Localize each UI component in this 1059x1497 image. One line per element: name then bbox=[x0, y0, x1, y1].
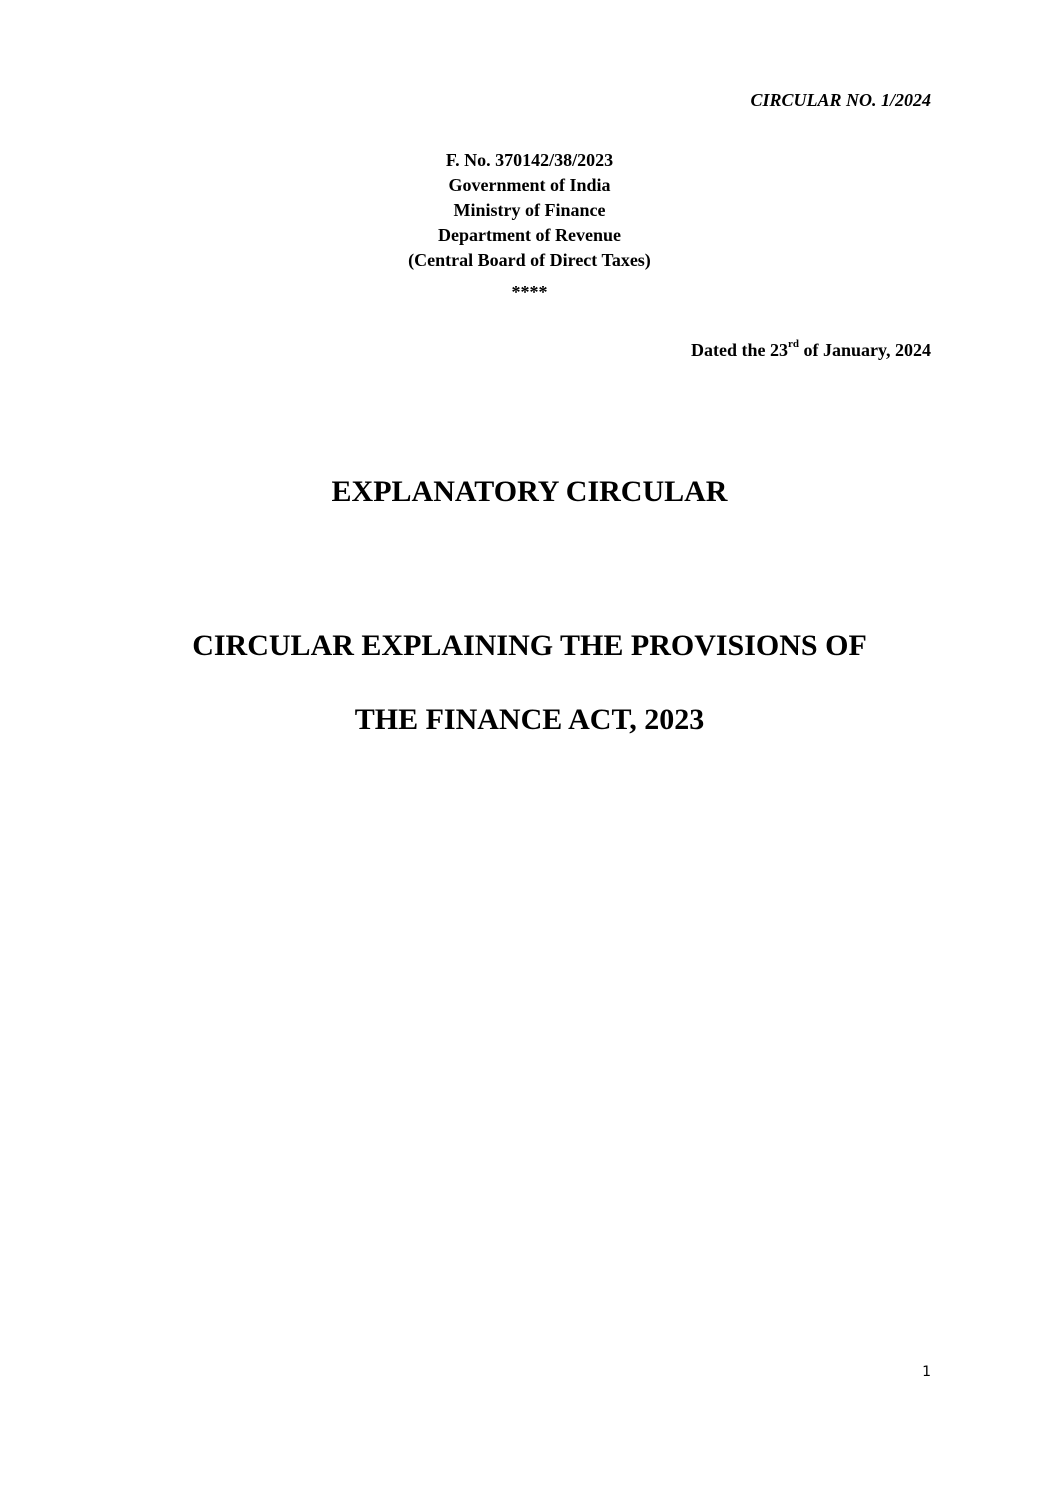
board-name: (Central Board of Direct Taxes) bbox=[408, 250, 651, 270]
page-number: 1 bbox=[922, 1364, 931, 1380]
document-subtitle-line-2: THE FINANCE ACT, 2023 bbox=[354, 703, 705, 736]
circular-number: CIRCULAR NO. 1/2024 bbox=[750, 90, 931, 110]
document-title: EXPLANATORY CIRCULAR bbox=[331, 475, 728, 508]
issuing-authority-block bbox=[0, 148, 1059, 273]
separator-stars: **** bbox=[511, 282, 548, 302]
ministry-name: Ministry of Finance bbox=[453, 200, 606, 220]
file-number: F. No. 370142/38/2023 bbox=[445, 150, 614, 170]
date-ordinal-suffix: rd bbox=[787, 338, 799, 350]
document-subtitle-line-1: CIRCULAR EXPLAINING THE PROVISIONS OF bbox=[192, 629, 867, 662]
department-name: Department of Revenue bbox=[438, 225, 621, 245]
date-prefix: Dated the 23 bbox=[690, 340, 788, 360]
government-name: Government of India bbox=[448, 175, 611, 195]
date-line bbox=[691, 340, 931, 361]
date-rest: of January, 2024 bbox=[798, 340, 931, 360]
